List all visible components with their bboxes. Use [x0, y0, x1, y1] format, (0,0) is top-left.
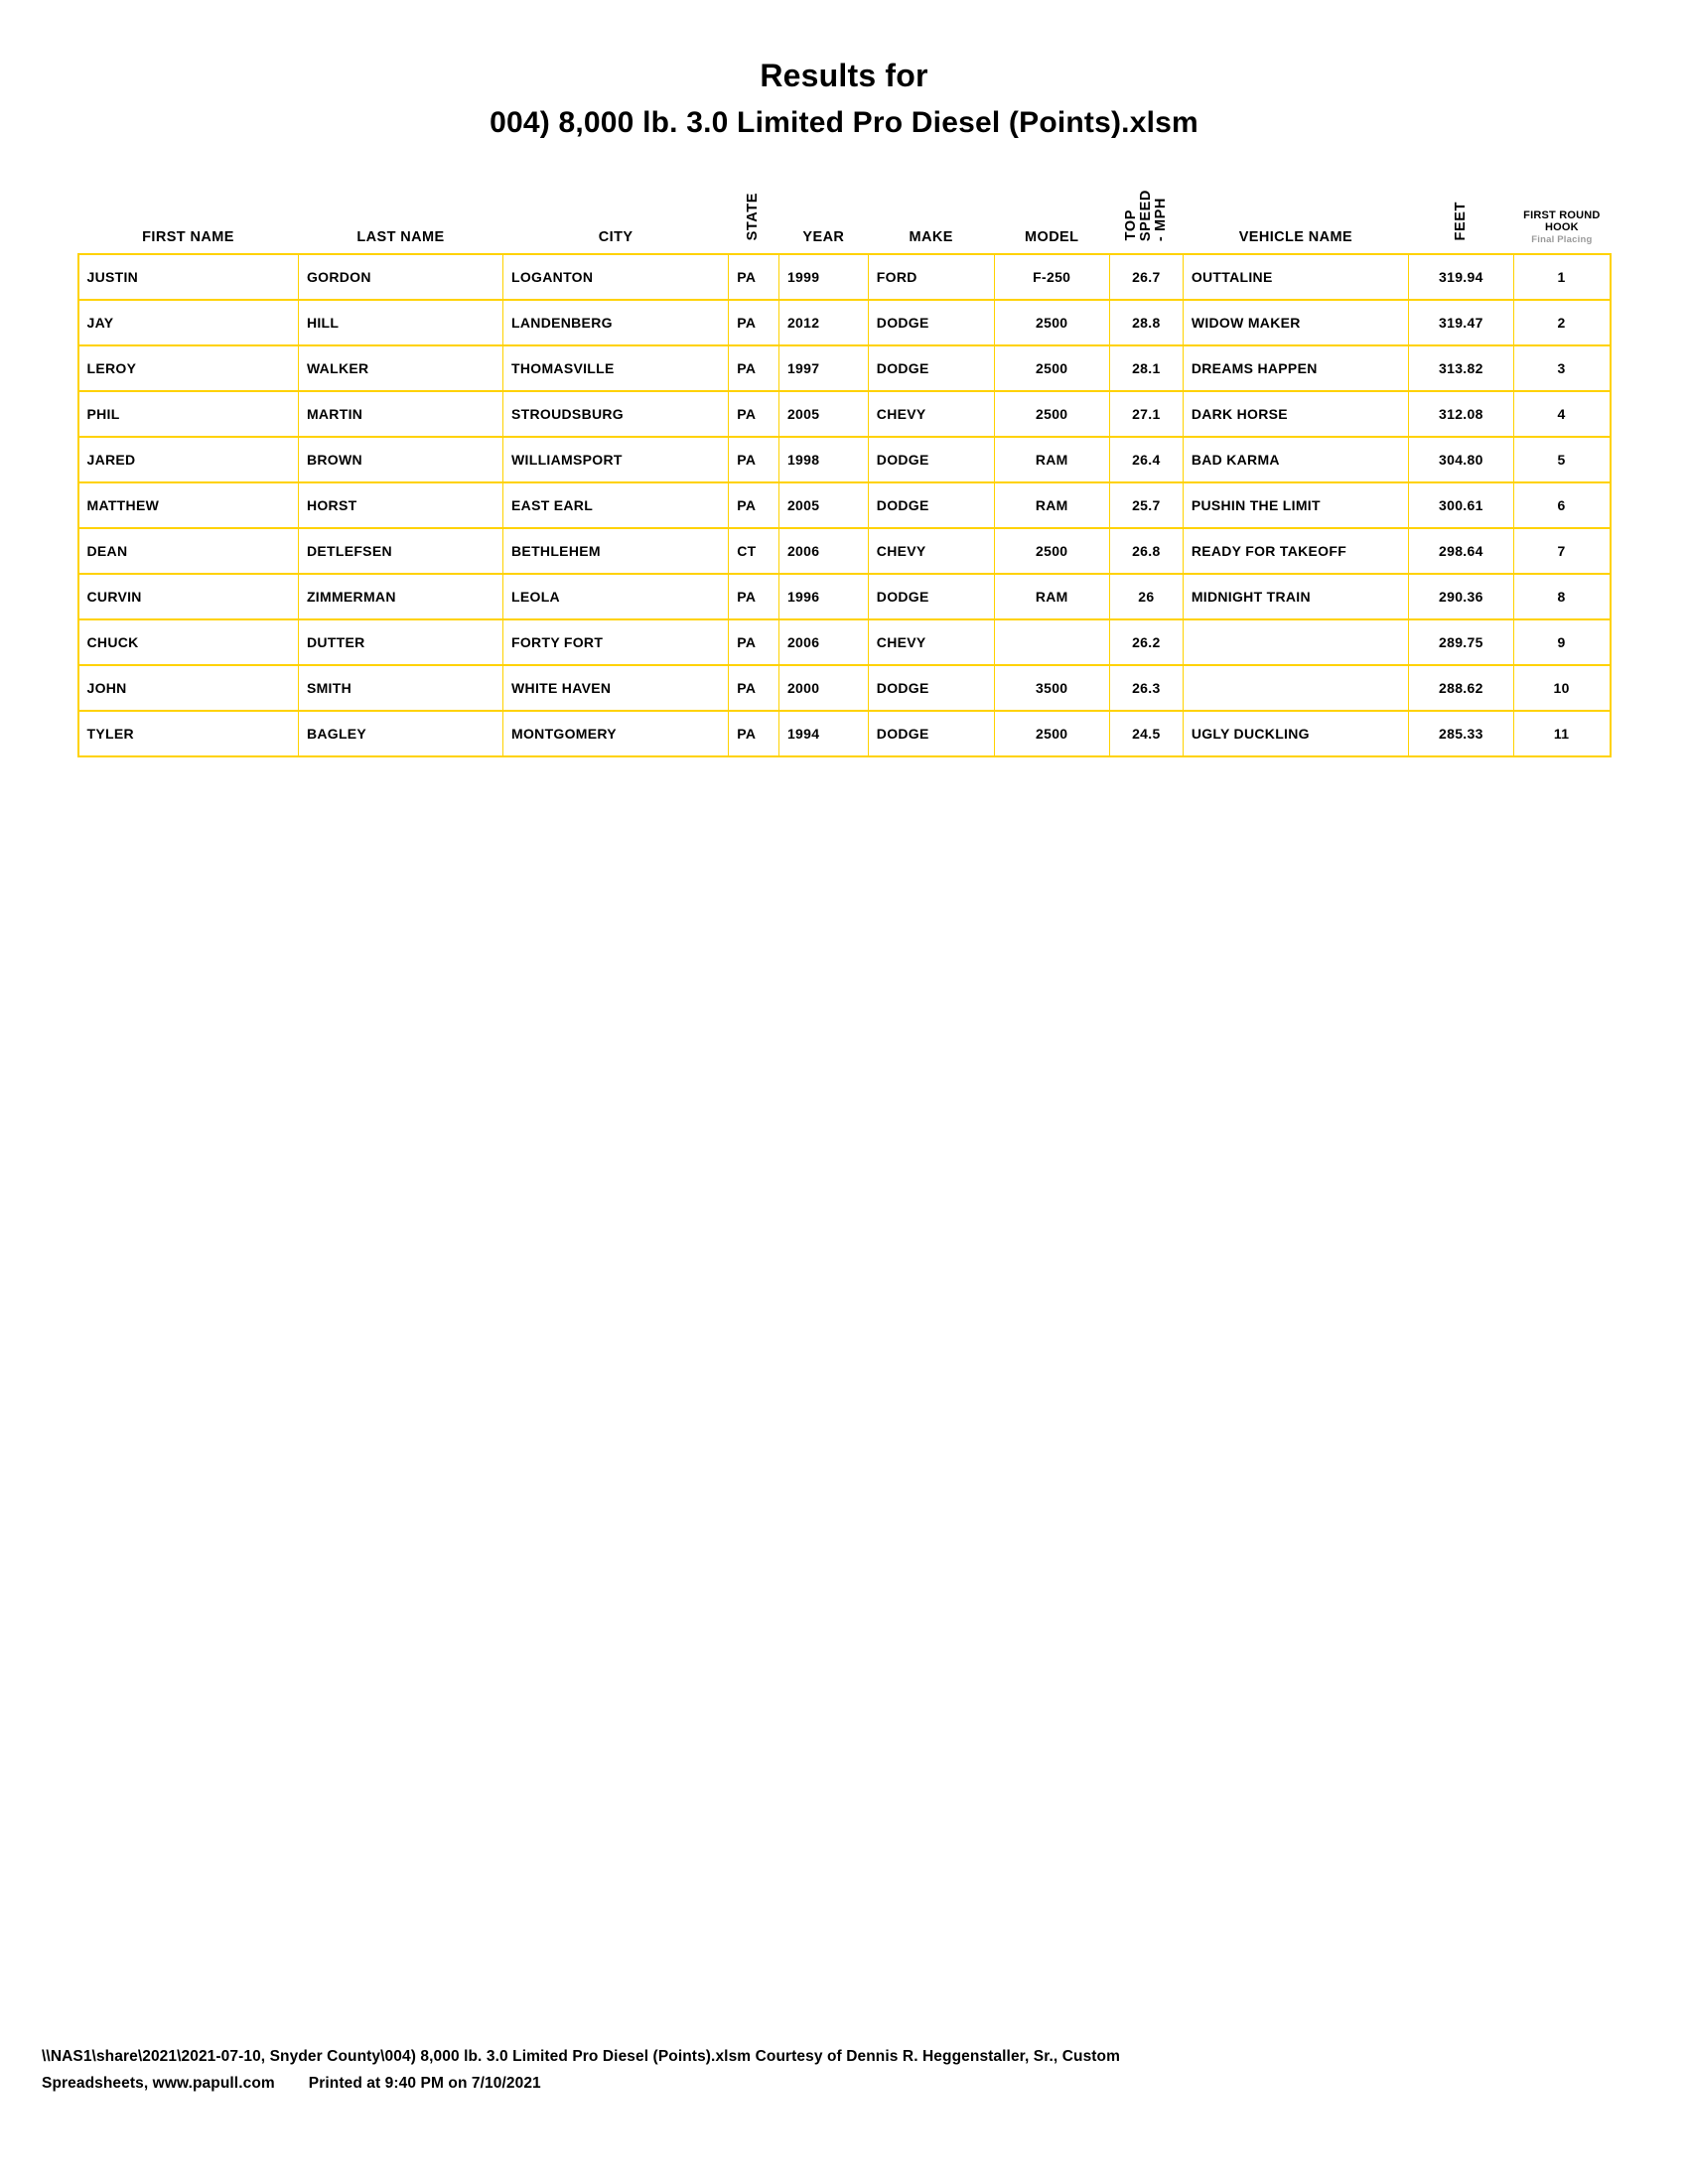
cell-make: CHEVY — [868, 391, 994, 437]
column-header-top-speed-line1: TOP — [1122, 209, 1139, 241]
cell-city: WILLIAMSPORT — [503, 437, 729, 482]
cell-last-name: ZIMMERMAN — [298, 574, 502, 619]
table-header — [78, 182, 1611, 254]
cell-vehicle-name: MIDNIGHT TRAIN — [1183, 574, 1408, 619]
column-header-state — [729, 182, 779, 254]
cell-top-speed: 28.1 — [1109, 345, 1183, 391]
cell-year: 1997 — [778, 345, 868, 391]
cell-placing: 10 — [1513, 665, 1610, 711]
cell-model: 3500 — [994, 665, 1109, 711]
cell-last-name: HILL — [298, 300, 502, 345]
cell-top-speed: 24.5 — [1109, 711, 1183, 756]
cell-feet: 290.36 — [1409, 574, 1514, 619]
cell-state: CT — [729, 528, 779, 574]
cell-first-name: DEAN — [78, 528, 299, 574]
cell-model: 2500 — [994, 711, 1109, 756]
cell-city: STROUDSBURG — [503, 391, 729, 437]
title-line-2: 004) 8,000 lb. 3.0 Limited Pro Diesel (Points).xlsm — [490, 106, 1198, 140]
cell-state: PA — [729, 437, 779, 482]
cell-city: LEOLA — [503, 574, 729, 619]
footer-line-1: \\NAS1\share\2021\2021-07-10, Snyder County\004) 8,000 lb. 3.0 Limited Pro Diesel (Points).xlsm Courtesy of Dennis R. Heggenstaller, Sr., Custom — [42, 2048, 1120, 2066]
column-header-top-speed-line2: SPEED — [1137, 189, 1154, 241]
cell-placing: 8 — [1513, 574, 1610, 619]
cell-first-name: LEROY — [78, 345, 299, 391]
cell-first-name: PHIL — [78, 391, 299, 437]
cell-feet: 298.64 — [1409, 528, 1514, 574]
cell-top-speed: 26.4 — [1109, 437, 1183, 482]
cell-city: WHITE HAVEN — [503, 665, 729, 711]
cell-last-name: GORDON — [298, 254, 502, 300]
cell-vehicle-name: PUSHIN THE LIMIT — [1183, 482, 1408, 528]
cell-state: PA — [729, 711, 779, 756]
cell-first-name: TYLER — [78, 711, 299, 756]
page-footer — [42, 2044, 1646, 2097]
column-header-vehicle-name: VEHICLE NAME — [1238, 228, 1353, 245]
cell-vehicle-name — [1183, 619, 1408, 665]
cell-placing: 4 — [1513, 391, 1610, 437]
cell-placing: 9 — [1513, 619, 1610, 665]
cell-year: 2000 — [778, 665, 868, 711]
cell-first-name: MATTHEW — [78, 482, 299, 528]
table-row — [78, 345, 1611, 391]
cell-top-speed: 26 — [1109, 574, 1183, 619]
cell-year: 1994 — [778, 711, 868, 756]
cell-year: 1999 — [778, 254, 868, 300]
cell-city: LANDENBERG — [503, 300, 729, 345]
cell-city: THOMASVILLE — [503, 345, 729, 391]
cell-placing: 3 — [1513, 345, 1610, 391]
cell-vehicle-name: DREAMS HAPPEN — [1183, 345, 1408, 391]
footer-print-time: Printed at 9:40 PM on 7/10/2021 — [308, 2074, 541, 2092]
column-header-feet — [1409, 182, 1514, 254]
cell-state: PA — [729, 345, 779, 391]
cell-last-name: MARTIN — [298, 391, 502, 437]
cell-top-speed: 26.2 — [1109, 619, 1183, 665]
cell-year: 1996 — [778, 574, 868, 619]
cell-first-name: JAY — [78, 300, 299, 345]
cell-first-name: JARED — [78, 437, 299, 482]
column-header-first-name: FIRST NAME — [142, 228, 234, 245]
cell-year: 2006 — [778, 619, 868, 665]
cell-vehicle-name: READY FOR TAKEOFF — [1183, 528, 1408, 574]
cell-state: PA — [729, 391, 779, 437]
cell-model: 2500 — [994, 391, 1109, 437]
cell-city: BETHLEHEM — [503, 528, 729, 574]
cell-city: MONTGOMERY — [503, 711, 729, 756]
table-row — [78, 482, 1611, 528]
cell-year: 1998 — [778, 437, 868, 482]
cell-make: DODGE — [868, 345, 994, 391]
cell-top-speed: 27.1 — [1109, 391, 1183, 437]
table-row — [78, 665, 1611, 711]
table-body — [78, 254, 1611, 756]
cell-top-speed: 26.8 — [1109, 528, 1183, 574]
cell-vehicle-name — [1183, 665, 1408, 711]
cell-make: DODGE — [868, 300, 994, 345]
cell-model: RAM — [994, 574, 1109, 619]
cell-year: 2006 — [778, 528, 868, 574]
table-row — [78, 437, 1611, 482]
cell-feet: 304.80 — [1409, 437, 1514, 482]
cell-last-name: HORST — [298, 482, 502, 528]
cell-feet: 300.61 — [1409, 482, 1514, 528]
cell-top-speed: 25.7 — [1109, 482, 1183, 528]
cell-state: PA — [729, 574, 779, 619]
cell-state: PA — [729, 300, 779, 345]
table-header-row — [78, 182, 1611, 254]
cell-placing: 7 — [1513, 528, 1610, 574]
cell-make: CHEVY — [868, 528, 994, 574]
cell-vehicle-name: WIDOW MAKER — [1183, 300, 1408, 345]
cell-model — [994, 619, 1109, 665]
cell-city: EAST EARL — [503, 482, 729, 528]
table-row — [78, 619, 1611, 665]
table-row — [78, 254, 1611, 300]
cell-city: FORTY FORT — [503, 619, 729, 665]
cell-feet: 288.62 — [1409, 665, 1514, 711]
cell-vehicle-name: BAD KARMA — [1183, 437, 1408, 482]
cell-state: PA — [729, 254, 779, 300]
cell-feet: 319.94 — [1409, 254, 1514, 300]
cell-last-name: BAGLEY — [298, 711, 502, 756]
cell-first-name: CURVIN — [78, 574, 299, 619]
cell-placing: 11 — [1513, 711, 1610, 756]
cell-feet: 313.82 — [1409, 345, 1514, 391]
cell-year: 2012 — [778, 300, 868, 345]
cell-feet: 285.33 — [1409, 711, 1514, 756]
column-header-state-label: STATE — [745, 193, 762, 241]
cell-state: PA — [729, 619, 779, 665]
cell-placing: 2 — [1513, 300, 1610, 345]
cell-make: DODGE — [868, 665, 994, 711]
column-header-make: MAKE — [909, 228, 953, 245]
cell-model: RAM — [994, 437, 1109, 482]
cell-model: 2500 — [994, 345, 1109, 391]
cell-first-name: CHUCK — [78, 619, 299, 665]
cell-model: 2500 — [994, 300, 1109, 345]
cell-make: FORD — [868, 254, 994, 300]
table-row — [78, 300, 1611, 345]
cell-make: CHEVY — [868, 619, 994, 665]
column-header-placing-line3: Final Placing — [1531, 233, 1593, 245]
cell-vehicle-name: OUTTALINE — [1183, 254, 1408, 300]
column-header-placing-line2: HOOK — [1544, 220, 1579, 233]
cell-vehicle-name: UGLY DUCKLING — [1183, 711, 1408, 756]
cell-last-name: BROWN — [298, 437, 502, 482]
table-row — [78, 391, 1611, 437]
cell-vehicle-name: DARK HORSE — [1183, 391, 1408, 437]
cell-placing: 5 — [1513, 437, 1610, 482]
cell-make: DODGE — [868, 437, 994, 482]
cell-first-name: JUSTIN — [78, 254, 299, 300]
cell-last-name: WALKER — [298, 345, 502, 391]
results-table — [77, 182, 1612, 757]
cell-last-name: DETLEFSEN — [298, 528, 502, 574]
cell-feet: 289.75 — [1409, 619, 1514, 665]
cell-state: PA — [729, 482, 779, 528]
table-row — [78, 574, 1611, 619]
column-header-model: MODEL — [1025, 228, 1079, 245]
column-header-top-speed-line3: - MPH — [1152, 197, 1169, 241]
cell-year: 2005 — [778, 482, 868, 528]
cell-state: PA — [729, 665, 779, 711]
column-header-top-speed — [1109, 182, 1183, 254]
cell-top-speed: 26.7 — [1109, 254, 1183, 300]
column-header-year: YEAR — [802, 228, 845, 245]
cell-make: DODGE — [868, 574, 994, 619]
cell-model: RAM — [994, 482, 1109, 528]
cell-make: DODGE — [868, 482, 994, 528]
cell-model: F-250 — [994, 254, 1109, 300]
page-title — [60, 55, 1628, 144]
cell-year: 2005 — [778, 391, 868, 437]
column-header-placing-line1: FIRST ROUND — [1523, 208, 1601, 221]
cell-city: LOGANTON — [503, 254, 729, 300]
column-header-final-placing — [1513, 182, 1610, 254]
cell-last-name: DUTTER — [298, 619, 502, 665]
cell-top-speed: 28.8 — [1109, 300, 1183, 345]
footer-line-2 — [42, 2071, 1646, 2097]
cell-feet: 312.08 — [1409, 391, 1514, 437]
cell-placing: 1 — [1513, 254, 1610, 300]
cell-feet: 319.47 — [1409, 300, 1514, 345]
column-header-feet-label: FEET — [1452, 202, 1469, 241]
cell-top-speed: 26.3 — [1109, 665, 1183, 711]
cell-make: DODGE — [868, 711, 994, 756]
cell-placing: 6 — [1513, 482, 1610, 528]
title-line-1: Results for — [760, 58, 928, 93]
table-row — [78, 528, 1611, 574]
column-header-city: CITY — [598, 228, 633, 245]
table-row — [78, 711, 1611, 756]
cell-last-name: SMITH — [298, 665, 502, 711]
footer-website: Spreadsheets, www.papull.com — [42, 2074, 275, 2092]
column-header-last-name: LAST NAME — [356, 228, 445, 245]
cell-first-name: JOHN — [78, 665, 299, 711]
cell-model: 2500 — [994, 528, 1109, 574]
